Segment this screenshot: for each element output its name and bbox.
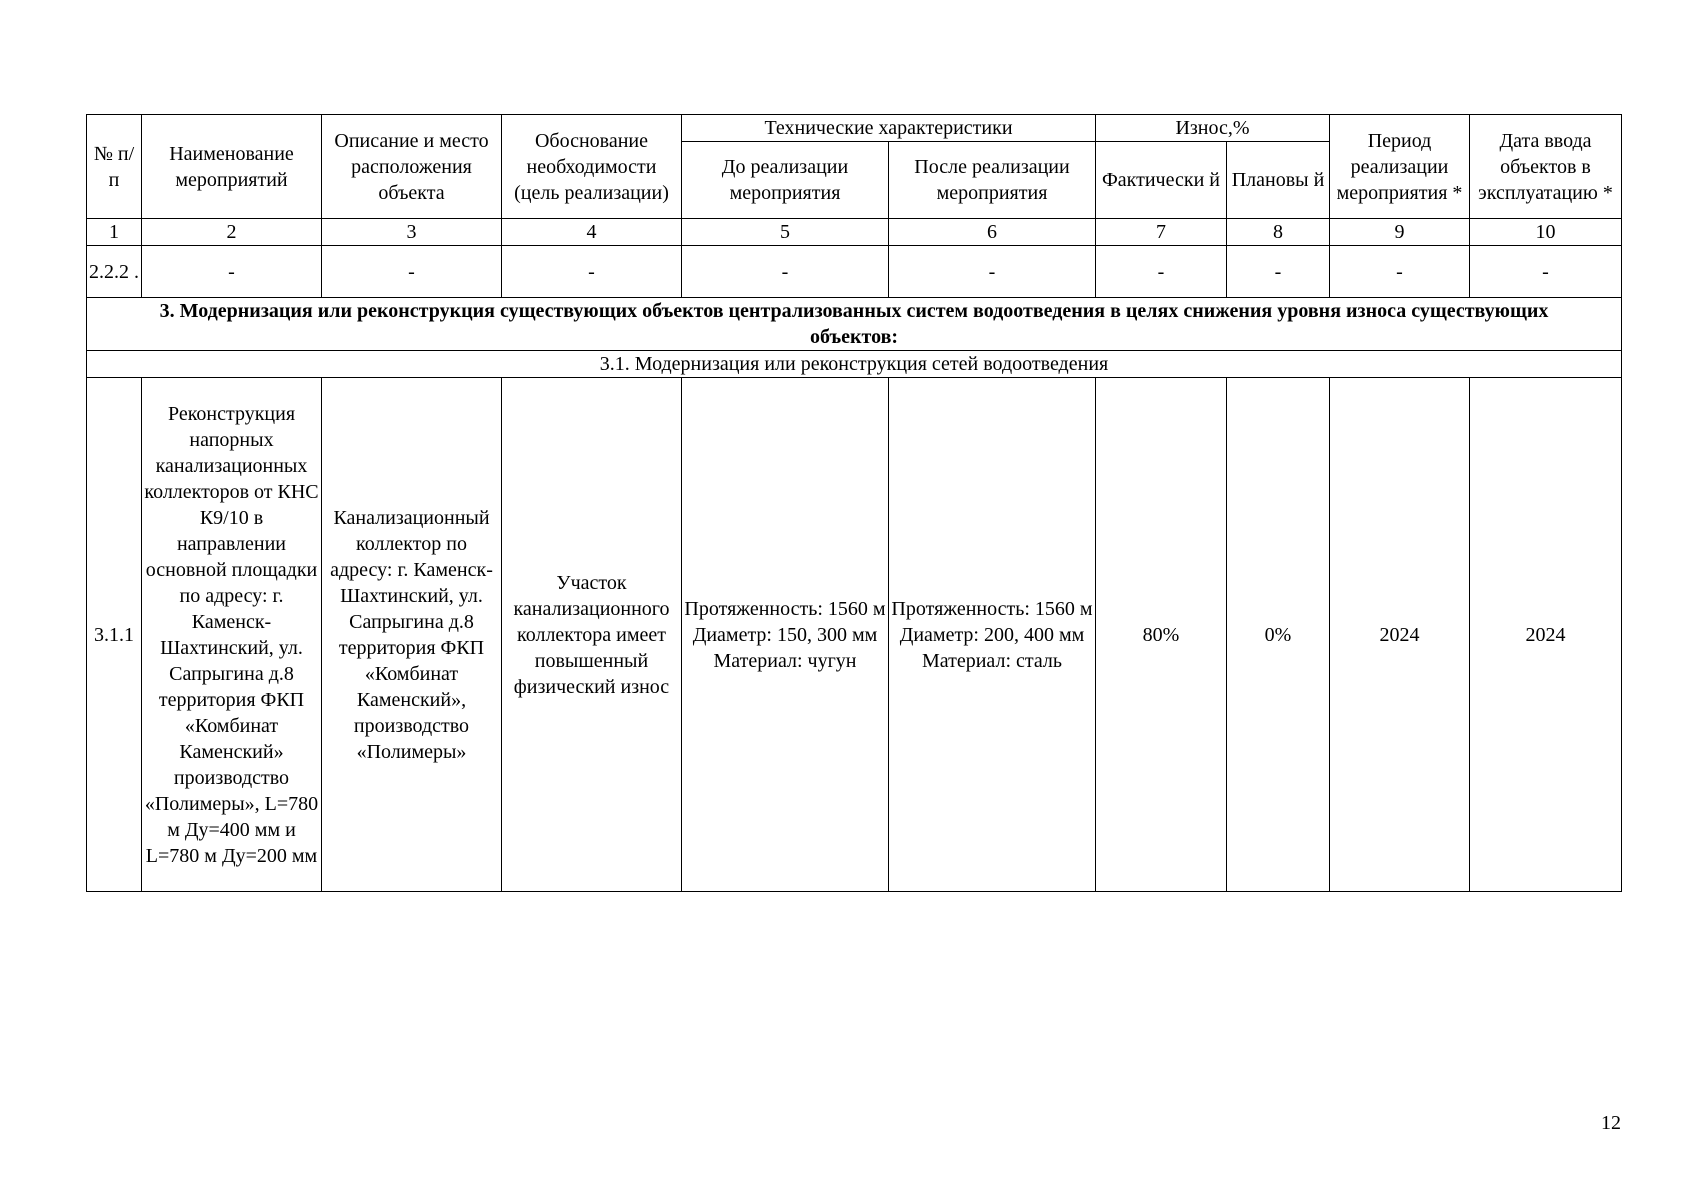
row-cell: - (1470, 246, 1622, 298)
tech-before (682, 378, 889, 892)
header-period: Период реализации мероприятия * (1330, 115, 1470, 219)
section-3-title: 3. Модернизация или реконструкция существующих объектов централизованных систем водоотведения в целях снижения уровня износа существующих объектов: (87, 298, 1622, 351)
tech-after-diameter: Диаметр: 200, 400 мм (899, 623, 1085, 646)
period: 2024 (1330, 378, 1470, 892)
page-number: 12 (1601, 1112, 1621, 1134)
column-number: 2 (142, 219, 322, 246)
column-number: 10 (1470, 219, 1622, 246)
header-wear-planned: Плановы й (1227, 142, 1330, 219)
header-commission-date: Дата ввода объектов в эксплуатацию * (1470, 115, 1622, 219)
row-num: 2.2.2 . (87, 246, 142, 298)
header-wear-actual: Фактически й (1096, 142, 1227, 219)
tech-before-length: Протяженность: 1560 м (684, 597, 886, 620)
header-tech-after: После реализации мероприятия (889, 142, 1096, 219)
object-description: Канализационный коллектор по адресу: г. Каменск-Шахтинский, ул. Сапрыгина д.8 территория ФКП «Комбинат Каменский», производство «Полимеры» (322, 378, 502, 892)
row-cell: - (1227, 246, 1330, 298)
header-justification: Обоснование необходимости (цель реализации) (502, 115, 682, 219)
row-cell: - (1330, 246, 1470, 298)
column-number: 9 (1330, 219, 1470, 246)
row-cell: - (322, 246, 502, 298)
header-tech-before: До реализации мероприятия (682, 142, 889, 219)
tech-after-material: Материал: сталь (921, 649, 1063, 672)
subsection-3-1-title: 3.1. Модернизация или реконструкция сетей водоотведения (87, 351, 1622, 378)
row-cell: - (889, 246, 1096, 298)
header-description: Описание и место расположения объекта (322, 115, 502, 219)
column-number: 7 (1096, 219, 1227, 246)
tech-before-diameter: Диаметр: 150, 300 мм (692, 623, 878, 646)
row-cell: - (502, 246, 682, 298)
header-row-1 (87, 115, 1622, 142)
row-cell: - (142, 246, 322, 298)
subsection-heading-row (87, 351, 1622, 378)
header-wear-group: Износ,% (1096, 115, 1330, 142)
tech-before-material: Материал: чугун (713, 649, 857, 672)
column-number: 6 (889, 219, 1096, 246)
wear-planned: 0% (1227, 378, 1330, 892)
column-number: 4 (502, 219, 682, 246)
column-number: 1 (87, 219, 142, 246)
column-number: 3 (322, 219, 502, 246)
row-cell: - (1096, 246, 1227, 298)
measure-name: Реконструкция напорных канализационных коллекторов от КНС К9/10 в направлении основной площадки по адресу: г. Каменск-Шахтинский, ул. Сапрыгина д.8 территория ФКП «Комбинат Каменский» производство «Полимеры», L=780 м Ду=400 мм и L=780 м Ду=200 мм (142, 378, 322, 892)
investment-measures-table (86, 114, 1622, 892)
table-row (87, 378, 1622, 892)
wear-actual: 80% (1096, 378, 1227, 892)
column-number: 5 (682, 219, 889, 246)
tech-after (889, 378, 1096, 892)
header-num: № п/п (87, 115, 142, 219)
tech-after-length: Протяженность: 1560 м (891, 597, 1093, 620)
header-tech-group: Технические характеристики (682, 115, 1096, 142)
justification: Участок канализационного коллектора имеет повышенный физический износ (502, 378, 682, 892)
row-cell: - (682, 246, 889, 298)
column-number: 8 (1227, 219, 1330, 246)
table-row (87, 246, 1622, 298)
section-heading-row (87, 298, 1622, 351)
header-name: Наименование мероприятий (142, 115, 322, 219)
commission-date: 2024 (1470, 378, 1622, 892)
row-num: 3.1.1 (87, 378, 142, 892)
column-numbers-row (87, 219, 1622, 246)
